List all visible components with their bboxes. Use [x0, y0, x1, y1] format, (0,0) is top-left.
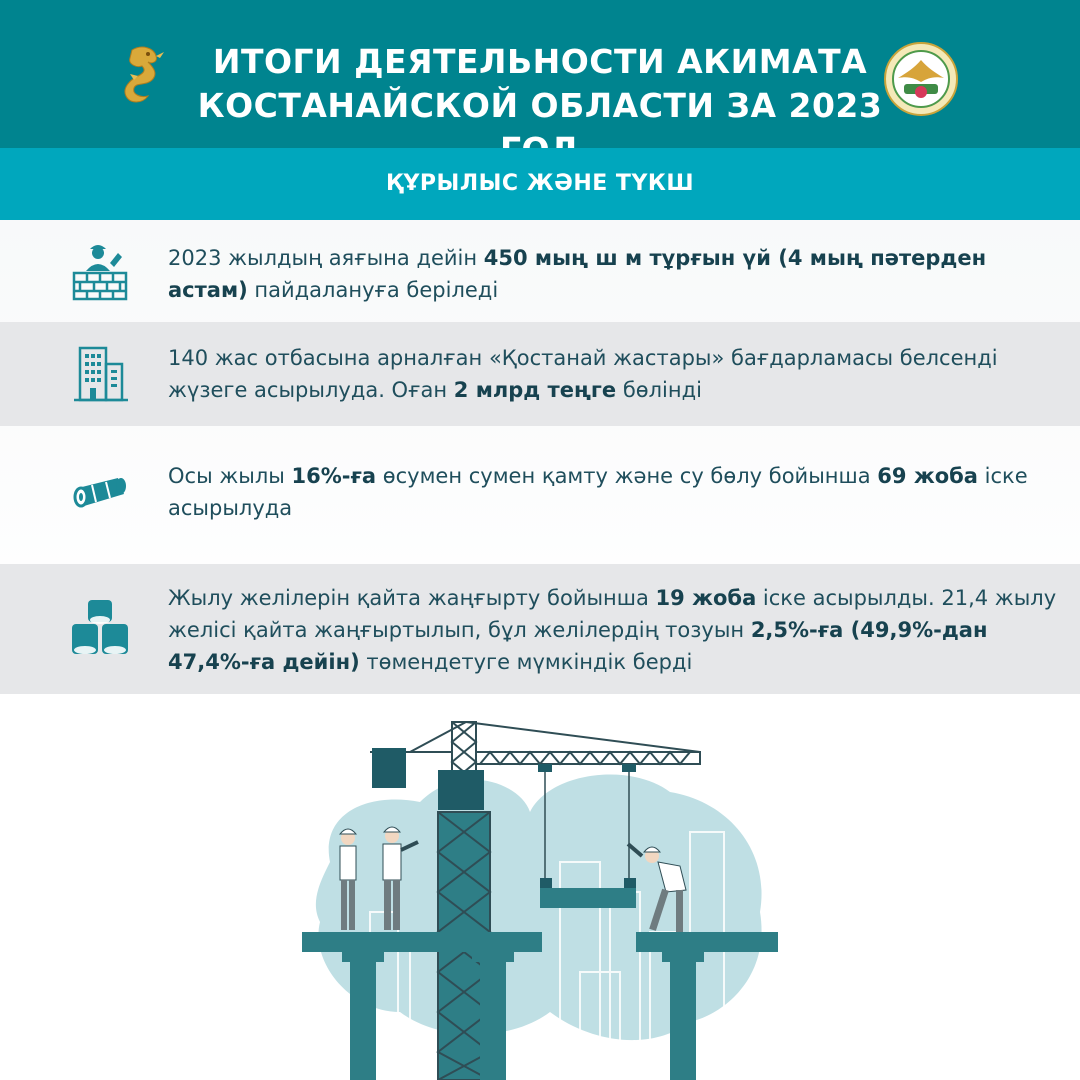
text-highlight: 2 млрд теңге	[453, 378, 617, 402]
section-title: ҚҰРЫЛЫС ЖӘНЕ ТҮКШ	[0, 148, 1080, 220]
text-part: Жылу желілерін қайта жаңғырту бойынша	[168, 586, 656, 610]
text-part: 140 жас отбасына арналған «Қостанай жастары» бағдарламасы белсенді жүзеге асырылуда. Оған	[168, 346, 998, 402]
apartment-building-icon	[68, 342, 132, 406]
text-part: пайдалануға беріледі	[247, 278, 499, 302]
text-highlight: 69 жоба	[877, 464, 978, 488]
info-text-youth-program	[168, 342, 1058, 406]
counterweight	[372, 748, 406, 788]
info-text-heating	[168, 582, 1058, 678]
builder-brick-wall-icon	[68, 239, 132, 303]
text-highlight: 450 мың ш м тұрғын үй (4 мың пәтерден астам)	[168, 246, 987, 302]
text-part: өсумен сумен қамту және су бөлу бойынша	[376, 464, 878, 488]
info-text-water-supply	[168, 460, 1058, 524]
text-part: бөлінді	[616, 378, 702, 402]
heating-pipes-stack-icon	[68, 594, 132, 658]
title-line-2: КОСТАНАЙСКОЙ ОБЛАСТИ ЗА 2023	[197, 86, 883, 125]
region-coat-of-arms-icon	[884, 42, 958, 116]
info-row-youth-program	[0, 322, 1080, 426]
water-pipe-icon	[68, 464, 132, 528]
text-part: Осы жылы	[168, 464, 292, 488]
info-text-housing	[168, 242, 1058, 306]
crane-jib	[370, 722, 700, 764]
text-highlight: 19 жоба	[655, 586, 757, 610]
text-part: іске асырылды. 21,4 жылу желісі қайта жаңғыртылып, бұл желілердің тозуын	[168, 586, 1057, 642]
info-row-housing	[0, 220, 1080, 322]
text-part: төмендетуге мүмкіндік берді	[359, 650, 693, 674]
text-highlight: 16%-ға	[291, 464, 377, 488]
text-highlight: 2,5%-ға (49,9%-дан 47,4%-ға дейін)	[168, 618, 988, 674]
construction-illustration	[290, 712, 790, 1080]
info-row-heating	[0, 564, 1080, 694]
text-part: 2023 жылдың аяғына дейін	[168, 246, 484, 270]
info-row-water-supply	[0, 426, 1080, 564]
header-bar	[0, 0, 1080, 148]
text-part: іске асырылуда	[168, 464, 1028, 520]
crane-cab	[438, 770, 484, 810]
dragon-emblem-icon	[118, 44, 168, 108]
title-line-1: ИТОГИ ДЕЯТЕЛЬНОСТИ АКИМАТА	[212, 42, 868, 81]
